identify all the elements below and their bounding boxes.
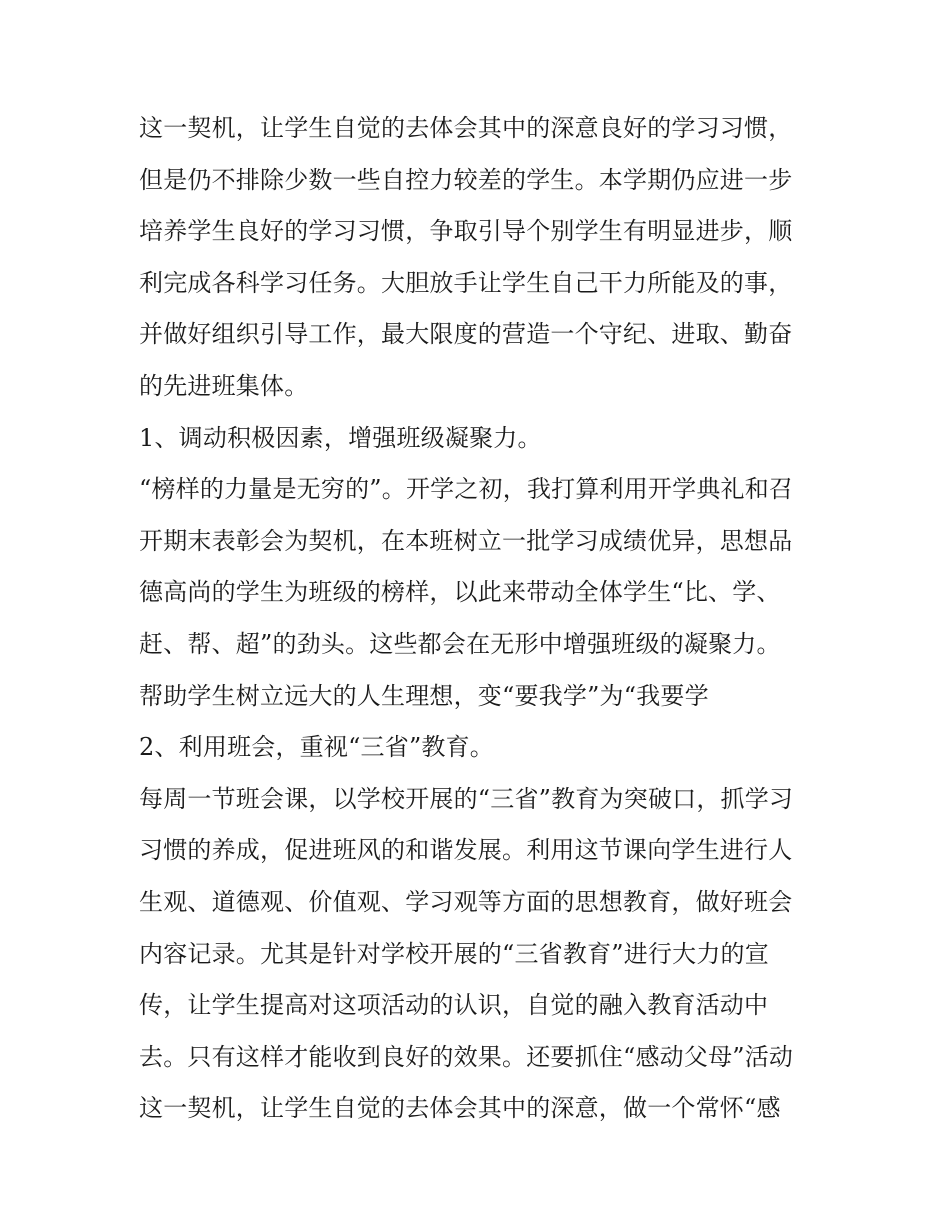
text-line: 这一契机，让学生自觉的去体会其中的深意，做一个常怀“感 (139, 1094, 781, 1123)
text-line: 每周一节班会课，以学校开展的“三省”教育为突破口，抓学习 (139, 784, 794, 813)
text-line: 这一契机，让学生自觉的去体会其中的深意良好的学习习惯， (139, 114, 793, 142)
text-line: 传，让学生提高对这项活动的认识，自觉的融入教育活动中 (139, 991, 769, 1020)
text-line: “榜样的力量是无穷的”。开学之初，我打算利用开学典礼和召 (139, 475, 794, 504)
section-heading-2: 2、利用班会，重视“三省”教育。 (139, 733, 495, 762)
text-line: 生观、道德观、价值观、学习观等方面的思想教育，做好班会 (139, 887, 793, 916)
text-line: 但是仍不排除少数一些自控力较差的学生。本学期仍应进一步 (139, 165, 793, 194)
text-line: 的先进班集体。 (139, 371, 309, 400)
text-line: 帮助学生树立远大的人生理想，变“要我学”为“我要学 (139, 681, 709, 710)
text-line: 培养学生良好的学习习惯，争取引导个别学生有明显进步，顺 (139, 217, 793, 246)
text-line: 德高尚的学生为班级的榜样，以此来带动全体学生“比、学、 (139, 578, 781, 607)
text-line: 习惯的养成，促进班风的和谐发展。利用这节课向学生进行人 (139, 836, 793, 865)
text-line: 并做好组织引导工作，最大限度的营造一个守纪、进取、勤奋 (139, 320, 793, 349)
text-line: 赶、帮、超”的劲头。这些都会在无形中增强班级的凝聚力。 (139, 629, 781, 658)
document-body (139, 103, 819, 1135)
text-line: 内容记录。尤其是针对学校开展的“三省教育”进行大力的宣 (139, 939, 769, 968)
section-heading-1: 1、调动积极因素，增强班级凝聚力。 (139, 423, 542, 452)
text-line: 开期末表彰会为契机，在本班树立一批学习成绩优异，思想品 (139, 526, 793, 555)
text-line: 利完成各科学习任务。大胆放手让学生自己干力所能及的事， (139, 268, 793, 297)
text-line: 去。只有这样才能收到良好的效果。还要抓住“感动父母”活动 (139, 1042, 794, 1071)
